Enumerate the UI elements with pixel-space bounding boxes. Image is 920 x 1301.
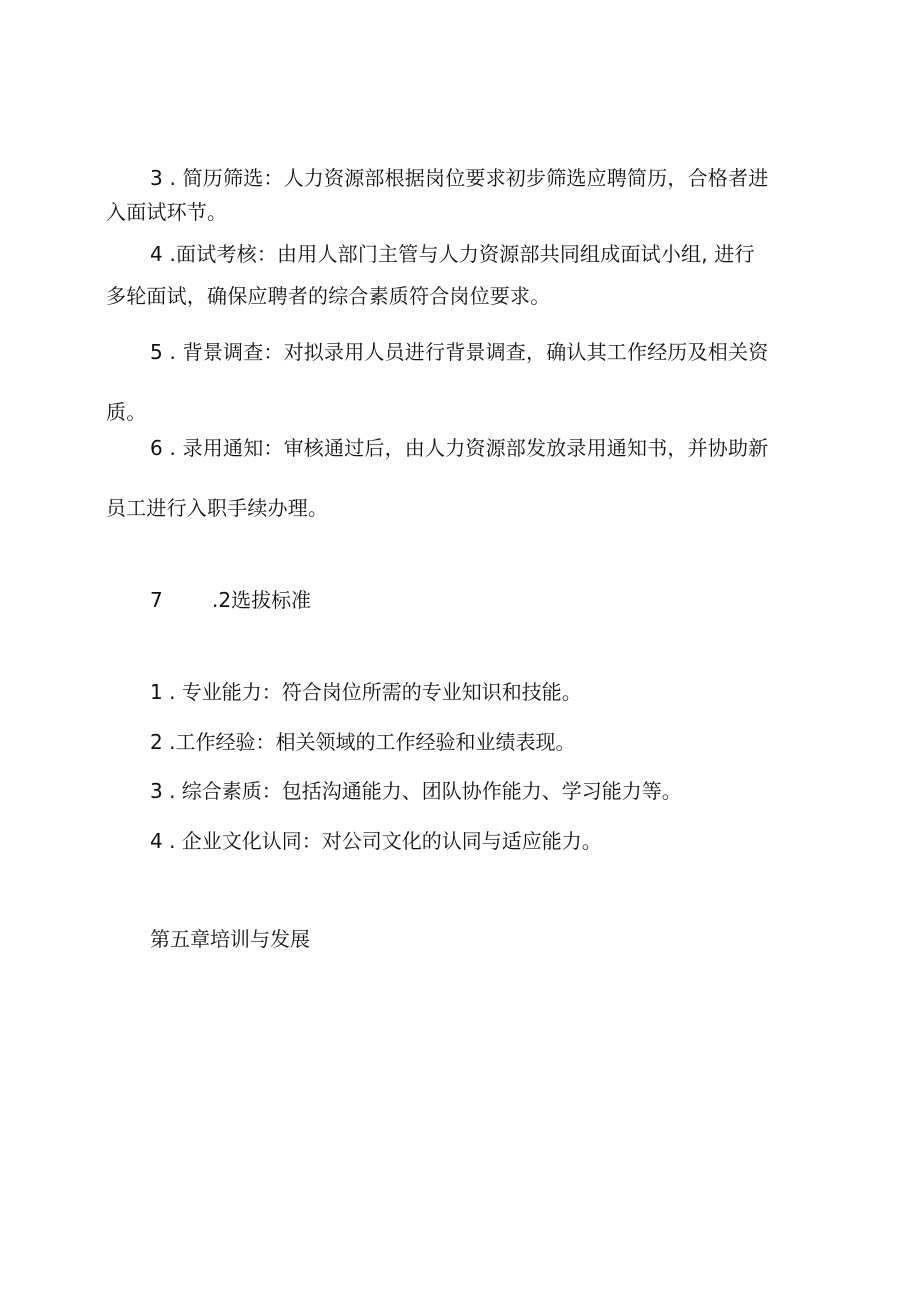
chapter-title: 第五章培训与发展	[150, 927, 310, 951]
section-number: 7	[150, 588, 163, 612]
paragraph-line: 5 . 背景调查：对拟录用人员进行背景调查，确认其工作经历及相关资	[150, 340, 769, 364]
criteria-item: 1 . 专业能力：符合岗位所需的专业知识和技能。	[150, 680, 582, 704]
criteria-item: 2 .工作经验：相关领域的工作经验和业绩表现。	[150, 730, 576, 754]
paragraph-line: 入面试环节。	[106, 200, 228, 224]
section-heading	[150, 585, 311, 615]
paragraph-line: 员工进行入职手续办理。	[106, 496, 329, 520]
paragraph-line: 3 . 简历筛选：人力资源部根据岗位要求初步筛选应聘简历，合格者进	[150, 166, 769, 190]
paragraph-interview-assessment	[106, 239, 818, 311]
paragraph-background-check	[106, 337, 818, 427]
criteria-item: 4 . 企业文化认同：对公司文化的认同与适应能力。	[150, 829, 602, 853]
section-title: .2选拔标准	[212, 588, 312, 612]
paragraph-line: 质。	[106, 400, 147, 424]
paragraph-line: 6 . 录用通知：审核通过后，由人力资源部发放录用通知书，并协助新	[150, 436, 769, 460]
paragraph-line: 4 .面试考核：由用人部门主管与人力资源部共同组成面试小组, 进行	[150, 242, 755, 266]
paragraph-line: 多轮面试，确保应聘者的综合素质符合岗位要求。	[106, 284, 551, 308]
criteria-item: 3 . 综合素质：包括沟通能力、团队协作能力、学习能力等。	[150, 779, 682, 803]
paragraph-resume-screening	[106, 163, 818, 227]
paragraph-offer-notice	[106, 433, 818, 523]
